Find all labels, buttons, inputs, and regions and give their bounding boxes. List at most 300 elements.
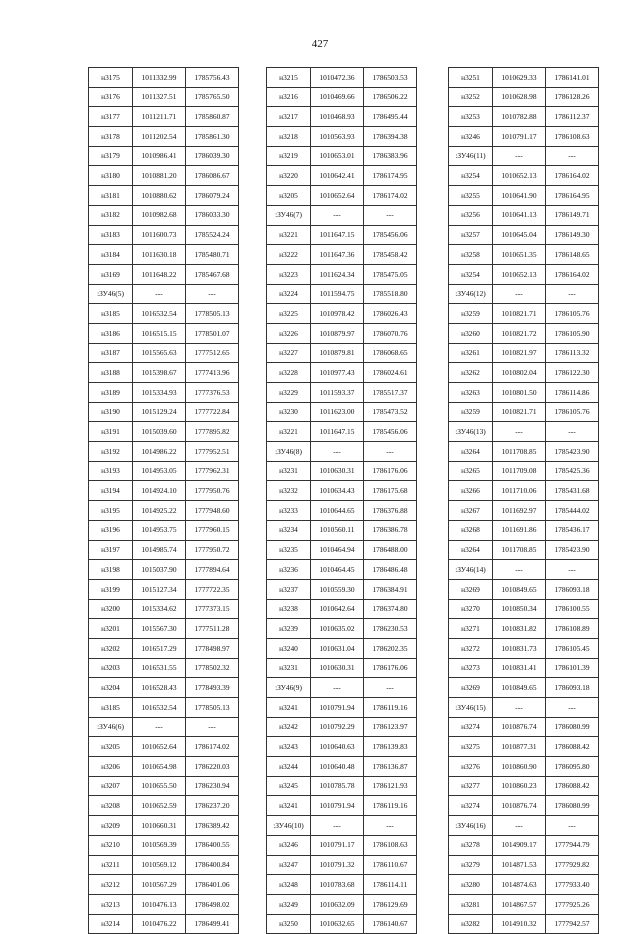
x-coordinate-cell: 1010655.50 (133, 776, 186, 796)
y-coordinate-cell: 1786174.02 (186, 737, 239, 757)
point-id-cell: н3269 (449, 579, 493, 599)
point-id-cell: н3227 (267, 343, 311, 363)
table-row (89, 698, 239, 718)
x-coordinate-cell: 1015129.24 (133, 402, 186, 422)
x-coordinate-cell: 1011594.75 (311, 284, 364, 304)
y-coordinate-cell: 1785456.06 (364, 225, 417, 245)
y-coordinate-cell: 1786113.32 (546, 343, 599, 363)
y-coordinate-cell: 1785444.02 (546, 501, 599, 521)
point-id-cell: н3274 (449, 717, 493, 737)
y-coordinate-cell: 1786148.65 (546, 245, 599, 265)
x-coordinate-cell: 1014953.75 (133, 520, 186, 540)
point-id-cell: н3195 (89, 501, 133, 521)
table-row (267, 501, 417, 521)
coordinate-table-left (88, 67, 239, 934)
y-coordinate-cell: 1786105.76 (546, 402, 599, 422)
table-row (89, 442, 239, 462)
x-coordinate-cell: 1010821.97 (493, 343, 546, 363)
x-coordinate-cell: 1010630.31 (311, 658, 364, 678)
point-id-cell: н3176 (89, 87, 133, 107)
table-row (89, 422, 239, 442)
point-id-cell: :ЗУ46(7) (267, 205, 311, 225)
table-row (449, 914, 599, 934)
x-coordinate-cell: 1010831.73 (493, 638, 546, 658)
x-coordinate-cell: 1010821.71 (493, 304, 546, 324)
y-coordinate-cell: 1778505.13 (186, 304, 239, 324)
y-coordinate-cell: --- (546, 698, 599, 718)
x-coordinate-cell: 1010831.41 (493, 658, 546, 678)
y-coordinate-cell: 1786164.02 (546, 166, 599, 186)
coordinate-table-middle (266, 67, 417, 934)
y-coordinate-cell: 1786121.93 (364, 776, 417, 796)
table-row (449, 146, 599, 166)
y-coordinate-cell: 1777373.15 (186, 599, 239, 619)
x-coordinate-cell: --- (493, 698, 546, 718)
point-id-cell: н3270 (449, 599, 493, 619)
x-coordinate-cell: 1010880.62 (133, 186, 186, 206)
x-coordinate-cell: 1010628.98 (493, 87, 546, 107)
point-id-cell: н3189 (89, 383, 133, 403)
table-row (449, 520, 599, 540)
table-row (449, 107, 599, 127)
table-row (89, 638, 239, 658)
point-id-cell: н3194 (89, 481, 133, 501)
point-id-cell: :ЗУ46(10) (267, 816, 311, 836)
y-coordinate-cell: 1777950.76 (186, 481, 239, 501)
y-coordinate-cell: --- (186, 717, 239, 737)
y-coordinate-cell: 1786122.30 (546, 363, 599, 383)
table-row (89, 579, 239, 599)
y-coordinate-cell: 1777925.26 (546, 894, 599, 914)
point-id-cell: :ЗУ46(11) (449, 146, 493, 166)
point-id-cell: н3237 (267, 579, 311, 599)
table-row (89, 343, 239, 363)
y-coordinate-cell: 1786039.30 (186, 146, 239, 166)
table-row (449, 304, 599, 324)
x-coordinate-cell: 1011211.71 (133, 107, 186, 127)
table-row (89, 894, 239, 914)
y-coordinate-cell: 1777948.60 (186, 501, 239, 521)
table-row (267, 422, 417, 442)
table-row (89, 678, 239, 698)
table-row (267, 855, 417, 875)
x-coordinate-cell: 1016515.15 (133, 323, 186, 343)
x-coordinate-cell: 1011647.36 (311, 245, 364, 265)
y-coordinate-cell: 1785473.52 (364, 402, 417, 422)
y-coordinate-cell: --- (364, 678, 417, 698)
x-coordinate-cell: 1010651.35 (493, 245, 546, 265)
point-id-cell: н3208 (89, 796, 133, 816)
table-row (267, 127, 417, 147)
y-coordinate-cell: 1785861.30 (186, 127, 239, 147)
y-coordinate-cell: 1786136.87 (364, 757, 417, 777)
point-id-cell: н3175 (89, 68, 133, 88)
point-id-cell: н3220 (267, 166, 311, 186)
y-coordinate-cell: 1786100.55 (546, 599, 599, 619)
y-coordinate-cell: 1786401.06 (186, 875, 239, 895)
point-id-cell: н3179 (89, 146, 133, 166)
y-coordinate-cell: 1777894.64 (186, 560, 239, 580)
point-id-cell: н3260 (449, 323, 493, 343)
table-row (449, 855, 599, 875)
y-coordinate-cell: 1786112.37 (546, 107, 599, 127)
x-coordinate-cell: 1010476.22 (133, 914, 186, 934)
point-id-cell: н3231 (267, 461, 311, 481)
point-id-cell: н3216 (267, 87, 311, 107)
point-id-cell: н3264 (449, 540, 493, 560)
table-row (449, 757, 599, 777)
y-coordinate-cell: 1777722.35 (186, 579, 239, 599)
point-id-cell: н3191 (89, 422, 133, 442)
point-id-cell: н3273 (449, 658, 493, 678)
x-coordinate-cell: 1010879.97 (311, 323, 364, 343)
table-row (449, 816, 599, 836)
table-row (89, 461, 239, 481)
x-coordinate-cell: 1010640.48 (311, 757, 364, 777)
y-coordinate-cell: 1786114.86 (546, 383, 599, 403)
x-coordinate-cell: 1010986.41 (133, 146, 186, 166)
x-coordinate-cell: 1015565.63 (133, 343, 186, 363)
table-row (449, 343, 599, 363)
y-coordinate-cell: --- (546, 816, 599, 836)
table-row (267, 363, 417, 383)
point-id-cell: н3259 (449, 402, 493, 422)
y-coordinate-cell: --- (546, 560, 599, 580)
point-id-cell: н3245 (267, 776, 311, 796)
x-coordinate-cell: 1010645.04 (493, 225, 546, 245)
x-coordinate-cell: 1010632.65 (311, 914, 364, 934)
y-coordinate-cell: 1777933.40 (546, 875, 599, 895)
table-row (449, 87, 599, 107)
table-row (449, 402, 599, 422)
x-coordinate-cell: 1015398.67 (133, 363, 186, 383)
y-coordinate-cell: --- (364, 205, 417, 225)
y-coordinate-cell: 1778502.32 (186, 658, 239, 678)
y-coordinate-cell: 1786164.02 (546, 264, 599, 284)
y-coordinate-cell: 1785436.17 (546, 520, 599, 540)
point-id-cell: н3265 (449, 461, 493, 481)
y-coordinate-cell: 1786093.18 (546, 579, 599, 599)
table-row (89, 402, 239, 422)
x-coordinate-cell: 1010464.45 (311, 560, 364, 580)
point-id-cell: н3209 (89, 816, 133, 836)
x-coordinate-cell: 1010472.36 (311, 68, 364, 88)
point-id-cell: н3269 (449, 678, 493, 698)
point-id-cell: н3205 (267, 186, 311, 206)
point-id-cell: н3223 (267, 264, 311, 284)
x-coordinate-cell: 1011710.06 (493, 481, 546, 501)
point-id-cell: н3190 (89, 402, 133, 422)
point-id-cell: н3243 (267, 737, 311, 757)
y-coordinate-cell: 1786105.90 (546, 323, 599, 343)
x-coordinate-cell: 1011600.73 (133, 225, 186, 245)
point-id-cell: н3187 (89, 343, 133, 363)
table-row (267, 835, 417, 855)
x-coordinate-cell: 1010654.98 (133, 757, 186, 777)
table-row (267, 717, 417, 737)
x-coordinate-cell: 1010850.34 (493, 599, 546, 619)
point-id-cell: :ЗУ46(8) (267, 442, 311, 462)
x-coordinate-cell: 1010569.12 (133, 855, 186, 875)
point-id-cell: н3266 (449, 481, 493, 501)
point-id-cell: н3196 (89, 520, 133, 540)
x-coordinate-cell: 1016531.55 (133, 658, 186, 678)
table-row (89, 284, 239, 304)
x-coordinate-cell: 1010653.01 (311, 146, 364, 166)
point-id-cell: н3207 (89, 776, 133, 796)
point-id-cell: н3192 (89, 442, 133, 462)
table-row (267, 402, 417, 422)
y-coordinate-cell: 1786024.61 (364, 363, 417, 383)
table-row (267, 304, 417, 324)
x-coordinate-cell: 1010642.64 (311, 599, 364, 619)
point-id-cell: н3198 (89, 560, 133, 580)
point-id-cell: н3247 (267, 855, 311, 875)
point-id-cell: н3274 (449, 796, 493, 816)
x-coordinate-cell: 1011647.15 (311, 225, 364, 245)
table-row (267, 481, 417, 501)
x-coordinate-cell: 1015039.60 (133, 422, 186, 442)
x-coordinate-cell: 1016532.54 (133, 698, 186, 718)
table-row (449, 205, 599, 225)
x-coordinate-cell: 1010860.23 (493, 776, 546, 796)
point-id-cell: н3213 (89, 894, 133, 914)
point-id-cell: н3244 (267, 757, 311, 777)
table-row (89, 540, 239, 560)
point-id-cell: н3211 (89, 855, 133, 875)
point-id-cell: н3234 (267, 520, 311, 540)
table-row (449, 737, 599, 757)
y-coordinate-cell: 1786175.68 (364, 481, 417, 501)
y-coordinate-cell: 1786128.26 (546, 87, 599, 107)
y-coordinate-cell: 1785423.90 (546, 442, 599, 462)
x-coordinate-cell: 1010791.94 (311, 698, 364, 718)
x-coordinate-cell: 1010469.66 (311, 87, 364, 107)
y-coordinate-cell: 1778501.07 (186, 323, 239, 343)
point-id-cell: н3197 (89, 540, 133, 560)
y-coordinate-cell: 1786079.24 (186, 186, 239, 206)
point-id-cell: н3204 (89, 678, 133, 698)
table-row (89, 816, 239, 836)
x-coordinate-cell: 1010876.74 (493, 796, 546, 816)
y-coordinate-cell: 1786108.63 (364, 835, 417, 855)
table-row (449, 619, 599, 639)
point-id-cell: н3200 (89, 599, 133, 619)
y-coordinate-cell: 1786230.94 (186, 776, 239, 796)
point-id-cell: н3263 (449, 383, 493, 403)
table-row (449, 894, 599, 914)
y-coordinate-cell: 1786174.95 (364, 166, 417, 186)
point-id-cell: н3177 (89, 107, 133, 127)
x-coordinate-cell: 1014910.32 (493, 914, 546, 934)
point-id-cell: н3272 (449, 638, 493, 658)
table-row (267, 796, 417, 816)
point-id-cell: н3230 (267, 402, 311, 422)
y-coordinate-cell: 1785425.36 (546, 461, 599, 481)
point-id-cell: н3249 (267, 894, 311, 914)
y-coordinate-cell: 1786174.02 (364, 186, 417, 206)
y-coordinate-cell: 1786389.42 (186, 816, 239, 836)
point-id-cell: н3267 (449, 501, 493, 521)
y-coordinate-cell: 1786386.78 (364, 520, 417, 540)
x-coordinate-cell: 1010791.94 (311, 796, 364, 816)
y-coordinate-cell: 1786394.38 (364, 127, 417, 147)
y-coordinate-cell: 1786400.84 (186, 855, 239, 875)
table-row (89, 835, 239, 855)
x-coordinate-cell: 1014985.74 (133, 540, 186, 560)
x-coordinate-cell: 1010634.43 (311, 481, 364, 501)
y-coordinate-cell: 1785860.87 (186, 107, 239, 127)
table-row (449, 245, 599, 265)
point-id-cell: н3242 (267, 717, 311, 737)
table-row (89, 245, 239, 265)
x-coordinate-cell: 1016517.29 (133, 638, 186, 658)
x-coordinate-cell: 1010785.78 (311, 776, 364, 796)
x-coordinate-cell: 1015334.93 (133, 383, 186, 403)
point-id-cell: н3264 (449, 442, 493, 462)
table-row (89, 776, 239, 796)
y-coordinate-cell: 1786101.39 (546, 658, 599, 678)
point-id-cell: н3206 (89, 757, 133, 777)
point-id-cell: н3203 (89, 658, 133, 678)
x-coordinate-cell: 1011623.00 (311, 402, 364, 422)
x-coordinate-cell: 1014871.53 (493, 855, 546, 875)
table-row (267, 146, 417, 166)
point-id-cell: н3205 (89, 737, 133, 757)
table-row (449, 323, 599, 343)
y-coordinate-cell: 1785480.71 (186, 245, 239, 265)
x-coordinate-cell: 1014986.22 (133, 442, 186, 462)
table-row (449, 461, 599, 481)
point-id-cell: н3185 (89, 304, 133, 324)
x-coordinate-cell: 1010977.43 (311, 363, 364, 383)
table-row (449, 796, 599, 816)
table-row (89, 87, 239, 107)
table-row (89, 619, 239, 639)
x-coordinate-cell: 1010652.64 (311, 186, 364, 206)
x-coordinate-cell: --- (493, 816, 546, 836)
x-coordinate-cell: 1010652.13 (493, 264, 546, 284)
y-coordinate-cell: 1785467.68 (186, 264, 239, 284)
x-coordinate-cell: 1010849.65 (493, 579, 546, 599)
point-id-cell: н3181 (89, 186, 133, 206)
x-coordinate-cell: 1011647.15 (311, 422, 364, 442)
point-id-cell: н3252 (449, 87, 493, 107)
table-row (449, 284, 599, 304)
x-coordinate-cell: 1010641.90 (493, 186, 546, 206)
y-coordinate-cell: 1786149.71 (546, 205, 599, 225)
table-row (89, 304, 239, 324)
y-coordinate-cell: 1786093.18 (546, 678, 599, 698)
table-row (267, 383, 417, 403)
table-row (267, 757, 417, 777)
point-id-cell: :ЗУ46(16) (449, 816, 493, 836)
x-coordinate-cell: 1014953.05 (133, 461, 186, 481)
point-id-cell: н3241 (267, 698, 311, 718)
point-id-cell: н3282 (449, 914, 493, 934)
point-id-cell: :ЗУ46(9) (267, 678, 311, 698)
y-coordinate-cell: 1786237.20 (186, 796, 239, 816)
point-id-cell: н3193 (89, 461, 133, 481)
point-id-cell: н3256 (449, 205, 493, 225)
point-id-cell: н3221 (267, 422, 311, 442)
table-row (267, 166, 417, 186)
table-row (449, 717, 599, 737)
point-id-cell: :ЗУ46(6) (89, 717, 133, 737)
x-coordinate-cell: --- (493, 560, 546, 580)
point-id-cell: н3185 (89, 698, 133, 718)
table-row (89, 363, 239, 383)
x-coordinate-cell: 1010879.81 (311, 343, 364, 363)
y-coordinate-cell: 1777413.96 (186, 363, 239, 383)
y-coordinate-cell: 1786506.22 (364, 87, 417, 107)
y-coordinate-cell: 1786488.00 (364, 540, 417, 560)
y-coordinate-cell: 1785756.43 (186, 68, 239, 88)
table-row (449, 481, 599, 501)
table-row (267, 343, 417, 363)
y-coordinate-cell: 1786123.97 (364, 717, 417, 737)
x-coordinate-cell: 1010791.17 (493, 127, 546, 147)
x-coordinate-cell: --- (493, 284, 546, 304)
point-id-cell: н3224 (267, 284, 311, 304)
y-coordinate-cell: 1786095.80 (546, 757, 599, 777)
point-id-cell: н3199 (89, 579, 133, 599)
x-coordinate-cell: 1011624.34 (311, 264, 364, 284)
y-coordinate-cell: 1786486.48 (364, 560, 417, 580)
y-coordinate-cell: 1786108.89 (546, 619, 599, 639)
y-coordinate-cell: 1786110.67 (364, 855, 417, 875)
y-coordinate-cell: 1786141.01 (546, 68, 599, 88)
y-coordinate-cell: 1786108.63 (546, 127, 599, 147)
table-row (267, 245, 417, 265)
point-id-cell: н3255 (449, 186, 493, 206)
x-coordinate-cell: 1010631.04 (311, 638, 364, 658)
x-coordinate-cell: 1014874.63 (493, 875, 546, 895)
x-coordinate-cell: 1010652.13 (493, 166, 546, 186)
table-row (89, 383, 239, 403)
y-coordinate-cell: 1777960.15 (186, 520, 239, 540)
x-coordinate-cell: 1010652.59 (133, 796, 186, 816)
y-coordinate-cell: 1786383.96 (364, 146, 417, 166)
y-coordinate-cell: 1786033.30 (186, 205, 239, 225)
table-row (449, 363, 599, 383)
table-row (449, 658, 599, 678)
point-id-cell: н3235 (267, 540, 311, 560)
x-coordinate-cell: 1014925.22 (133, 501, 186, 521)
point-id-cell: н3268 (449, 520, 493, 540)
x-coordinate-cell: 1010641.13 (493, 205, 546, 225)
x-coordinate-cell: 1010881.20 (133, 166, 186, 186)
x-coordinate-cell: 1010559.30 (311, 579, 364, 599)
table-row (89, 68, 239, 88)
point-id-cell: н3228 (267, 363, 311, 383)
table-row (267, 107, 417, 127)
point-id-cell: н3188 (89, 363, 133, 383)
point-id-cell: н3254 (449, 166, 493, 186)
y-coordinate-cell: 1785518.80 (364, 284, 417, 304)
point-id-cell: н3271 (449, 619, 493, 639)
point-id-cell: н3248 (267, 875, 311, 895)
x-coordinate-cell: 1010630.31 (311, 461, 364, 481)
point-id-cell: н3183 (89, 225, 133, 245)
point-id-cell: н3246 (449, 127, 493, 147)
x-coordinate-cell: 1010464.94 (311, 540, 364, 560)
y-coordinate-cell: 1786086.67 (186, 166, 239, 186)
y-coordinate-cell: 1777962.31 (186, 461, 239, 481)
x-coordinate-cell: 1010642.41 (311, 166, 364, 186)
y-coordinate-cell: 1778493.39 (186, 678, 239, 698)
x-coordinate-cell: 1010644.65 (311, 501, 364, 521)
